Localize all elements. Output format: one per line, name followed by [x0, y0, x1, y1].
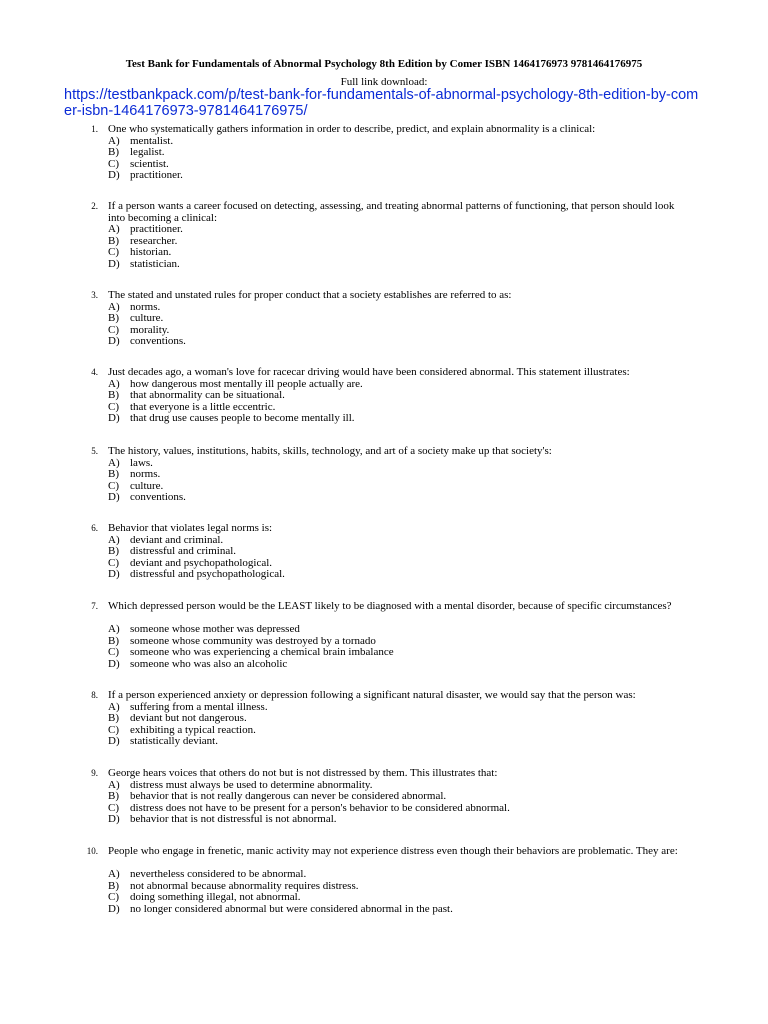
option-text: how dangerous most mentally ill people actually are.	[130, 377, 363, 390]
answer-options	[108, 535, 285, 581]
option-text: that drug use causes people to become mentally ill.	[130, 412, 355, 425]
option-letter: D)	[108, 412, 120, 425]
option-letter: D)	[108, 335, 120, 348]
option-text: distressful and criminal.	[130, 545, 237, 558]
option-d	[108, 904, 453, 916]
option-letter: C)	[108, 479, 119, 492]
option-letter: B)	[108, 634, 119, 647]
question-number: 10.	[86, 846, 98, 856]
question-number: 1.	[91, 124, 98, 134]
option-letter: D)	[108, 813, 120, 826]
option-d	[108, 492, 186, 504]
option-text: not abnormal because abnormality requires distress.	[130, 879, 359, 892]
option-text: historian.	[130, 246, 172, 259]
question-text: If a person experienced anxiety or depression following a significant natural disaster, we would say that the person was:	[108, 689, 636, 701]
question-text: Which depressed person would be the LEAST likely to be diagnosed with a mental disorder, because of specific circumstances?	[108, 600, 672, 612]
option-d	[108, 736, 268, 748]
answer-options	[108, 624, 394, 670]
option-letter: B)	[108, 712, 119, 725]
question-number: 9.	[91, 768, 98, 778]
option-letter: A)	[108, 623, 120, 636]
option-text: no longer considered abnormal but were considered abnormal in the past.	[130, 902, 453, 915]
document-title: Test Bank for Fundamentals of Abnormal Psychology 8th Edition by Comer ISBN 1464176973 9781464176975	[125, 58, 643, 70]
option-text: morality.	[130, 323, 170, 336]
download-label: Full link download:	[340, 76, 428, 88]
option-d	[108, 569, 285, 581]
option-d	[108, 170, 183, 182]
option-text: norms.	[130, 468, 161, 481]
option-letter: D)	[108, 735, 120, 748]
option-text: scientist.	[130, 157, 169, 170]
question-text: The history, values, institutions, habits, skills, technology, and art of a society make up that society's:	[108, 445, 552, 457]
option-letter: C)	[108, 400, 119, 413]
option-letter: C)	[108, 723, 119, 736]
question-text: One who systematically gathers information in order to describe, predict, and explain abnormality is a clinical:	[108, 123, 596, 135]
option-text: someone who was also an alcoholic	[130, 657, 288, 670]
option-text: distressful and psychopathological.	[130, 568, 285, 581]
answer-options	[108, 702, 268, 748]
option-letter: D)	[108, 491, 120, 504]
option-text: conventions.	[130, 335, 186, 348]
option-letter: A)	[108, 456, 120, 469]
option-d	[108, 814, 510, 826]
answer-options	[108, 379, 363, 425]
option-letter: D)	[108, 657, 120, 670]
option-text: deviant and psychopathological.	[130, 556, 273, 569]
question-text: Behavior that violates legal norms is:	[108, 522, 273, 534]
option-text: mentalist.	[130, 134, 174, 147]
question-number: 6.	[91, 523, 98, 533]
option-text: laws.	[130, 456, 153, 469]
answer-options	[108, 136, 183, 182]
question-text: Just decades ago, a woman's love for racecar driving would have been considered abnormal. This statement illustrates:	[108, 366, 630, 378]
option-letter: B)	[108, 790, 119, 803]
option-d	[108, 659, 394, 671]
option-letter: B)	[108, 468, 119, 481]
answer-options	[108, 224, 183, 270]
option-text: someone who was experiencing a chemical brain imbalance	[130, 646, 394, 659]
option-text: culture.	[130, 479, 164, 492]
option-text: statistician.	[130, 257, 180, 270]
option-letter: D)	[108, 257, 120, 270]
option-letter: A)	[108, 533, 120, 546]
option-letter: A)	[108, 300, 120, 313]
option-letter: B)	[108, 545, 119, 558]
option-d	[108, 413, 363, 425]
option-letter: B)	[108, 312, 119, 325]
option-text: conventions.	[130, 491, 186, 504]
question-number: 2.	[91, 201, 98, 211]
option-letter: A)	[108, 700, 120, 713]
option-letter: B)	[108, 879, 119, 892]
question-text: The stated and unstated rules for proper conduct that a society establishes are referred to as:	[108, 289, 512, 301]
question-number: 8.	[91, 690, 98, 700]
answer-options	[108, 458, 186, 504]
option-text: suffering from a mental illness.	[130, 700, 268, 713]
option-text: culture.	[130, 312, 164, 325]
option-letter: C)	[108, 646, 119, 659]
option-letter: D)	[108, 568, 120, 581]
answer-options	[108, 780, 510, 826]
answer-options	[108, 302, 186, 348]
option-text: someone whose community was destroyed by a tornado	[130, 634, 376, 647]
option-letter: B)	[108, 389, 119, 402]
option-text: behavior that is not really dangerous can never be considered abnormal.	[130, 790, 447, 803]
option-text: that abnormality can be situational.	[130, 389, 285, 402]
question-text: If a person wants a career focused on detecting, assessing, and treating abnormal patterns of functioning, that person should look into becoming a clinical:	[108, 200, 675, 224]
option-text: researcher.	[130, 234, 178, 247]
option-text: statistically deviant.	[130, 735, 218, 748]
option-letter: C)	[108, 891, 119, 904]
question-number: 7.	[91, 601, 98, 611]
option-text: legalist.	[130, 146, 165, 159]
option-text: distress does not have to be present for a person's behavior to be considered abnormal.	[130, 801, 510, 814]
option-letter: C)	[108, 801, 119, 814]
question-number: 4.	[91, 367, 98, 377]
option-letter: A)	[108, 868, 120, 881]
option-text: distress must always be used to determine abnormality.	[130, 778, 373, 791]
option-letter: C)	[108, 323, 119, 336]
option-text: practitioner.	[130, 169, 183, 182]
option-text: practitioner.	[130, 223, 183, 236]
question-number: 5.	[91, 446, 98, 456]
option-letter: C)	[108, 157, 119, 170]
option-letter: B)	[108, 146, 119, 159]
option-text: that everyone is a little eccentric.	[130, 400, 276, 413]
option-d	[108, 259, 183, 271]
option-text: deviant and criminal.	[130, 533, 224, 546]
download-link[interactable]: https://testbankpack.com/p/test-bank-for-fundamentals-of-abnormal-psychology-8th-edition-by-comer-isbn-1464176973-9781464176975/	[64, 87, 699, 119]
option-letter: A)	[108, 377, 120, 390]
option-letter: D)	[108, 169, 120, 182]
option-letter: B)	[108, 234, 119, 247]
question-number: 3.	[91, 290, 98, 300]
question-text: George hears voices that others do not but is not distressed by them. This illustrates that:	[108, 767, 498, 779]
option-text: deviant but not dangerous.	[130, 712, 247, 725]
option-letter: C)	[108, 556, 119, 569]
option-letter: A)	[108, 134, 120, 147]
option-letter: A)	[108, 223, 120, 236]
option-text: doing something illegal, not abnormal.	[130, 891, 301, 904]
option-text: exhibiting a typical reaction.	[130, 723, 256, 736]
option-letter: D)	[108, 902, 120, 915]
answer-options	[108, 869, 453, 915]
option-d	[108, 336, 186, 348]
option-text: norms.	[130, 300, 161, 313]
option-text: behavior that is not distressful is not abnormal.	[130, 813, 337, 826]
option-text: nevertheless considered to be abnormal.	[130, 868, 307, 881]
question-text: People who engage in frenetic, manic activity may not experience distress even though their behaviors are problematic. They are:	[108, 845, 678, 857]
option-letter: A)	[108, 778, 120, 791]
option-text: someone whose mother was depressed	[130, 623, 300, 636]
option-letter: C)	[108, 246, 119, 259]
